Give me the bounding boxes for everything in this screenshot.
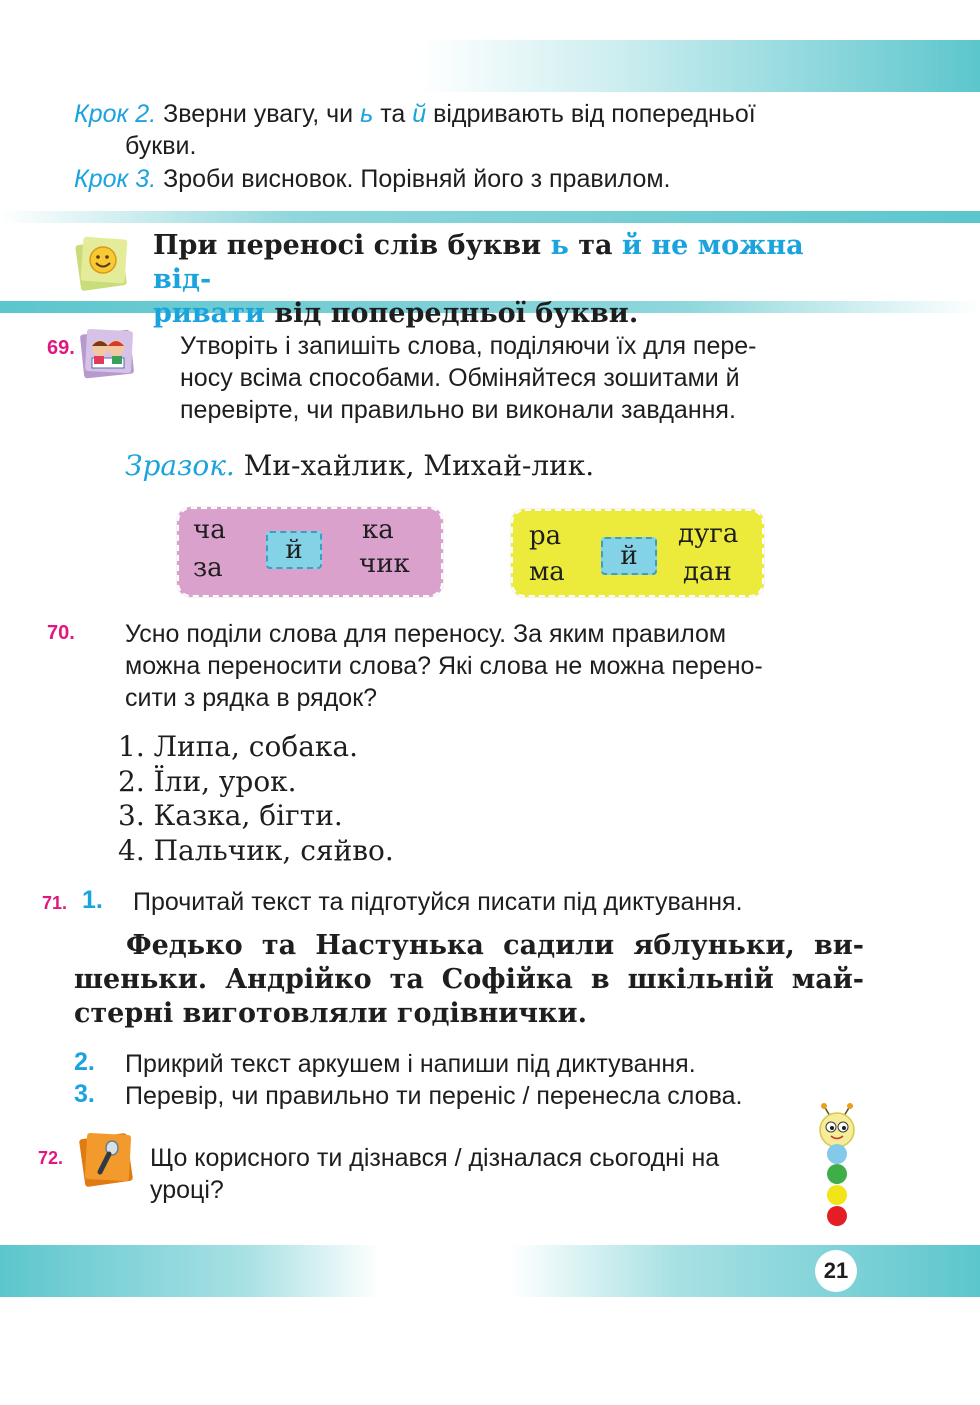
task-1-number: 1. xyxy=(82,886,103,914)
bottom-band-right xyxy=(510,1245,980,1297)
step-2-continuation: букви. xyxy=(125,132,197,160)
exercise-72-text: Що корисного ти дізнався / дізналася сьогодні на уроці? xyxy=(150,1144,720,1204)
children-book-icon xyxy=(78,324,138,382)
caterpillar-icon xyxy=(810,1102,866,1232)
exercise-70-number: 70. xyxy=(47,622,75,644)
list-item: 2. Їли, урок. xyxy=(118,764,297,798)
y-letter-card-1: й xyxy=(266,531,322,569)
task-2-number: 2. xyxy=(74,1048,95,1076)
top-band xyxy=(420,40,980,92)
list-item: 3. Казка, бігти. xyxy=(118,799,343,832)
exercise-69-text: Утворіть і запишіть слова, поділяючи їх для пере- носу всіма способами. Обміняйтеся зошитами й перевірте, чи правильно ви виконали завдання. xyxy=(180,332,757,424)
rule-text: При переносі слів букви ь та й не можна від- ривати від попередньої букви. xyxy=(153,230,804,329)
step-3-label: Крок 3. xyxy=(74,165,157,193)
rule-top-divider xyxy=(0,211,980,223)
exercise-69-sample: Зразок. Ми-хайлик, Михай-лик. xyxy=(125,449,595,482)
task-1-text: Прочитай текст та підготуйся писати під диктування. xyxy=(133,888,743,916)
step-2: Крок 2. Зверни увагу, чи ь та й відривають від попередньої xyxy=(74,100,756,128)
y-letter-card-2: й xyxy=(601,537,657,575)
smiley-note-icon xyxy=(72,232,132,292)
page-number: 21 xyxy=(815,1250,857,1292)
syllable-box-2: ра ма й дуга дан xyxy=(511,509,764,597)
task-3-number: 3. xyxy=(74,1080,95,1108)
list-item: 4. Пальчик, сяйво. xyxy=(118,833,394,867)
step-3: Крок 3. Зроби висновок. Порівняй його з правилом. xyxy=(74,165,671,193)
exercise-72-number: 72. xyxy=(38,1148,64,1168)
task-2-text: Прикрий текст аркушем і напиши під диктування. xyxy=(125,1050,696,1078)
exercise-70-list xyxy=(118,730,394,868)
exercise-69-number: 69. xyxy=(47,337,75,359)
microphone-icon xyxy=(78,1128,136,1190)
exercise-71-number: 71. xyxy=(42,893,68,913)
bottom-band-left xyxy=(0,1245,380,1297)
list-item: 1. Липа, собака. xyxy=(118,730,358,763)
task-3-text: Перевір, чи правильно ти переніс / перенесла слова. xyxy=(125,1082,743,1110)
dictation-text: Федько та Настунька садили яблуньки, ви- шеньки. Андрійко та Софійка в шкільній май- стерні виготовляли годівнички. xyxy=(74,930,864,1029)
step-2-label: Крок 2. xyxy=(74,100,157,128)
syllable-box-1: ча за й ка чик xyxy=(177,507,443,597)
exercise-70-text: Усно поділи слова для переносу. За яким правилом можна переносити слова? Які слова не можна перено- сити з рядка в рядок? xyxy=(125,620,763,712)
